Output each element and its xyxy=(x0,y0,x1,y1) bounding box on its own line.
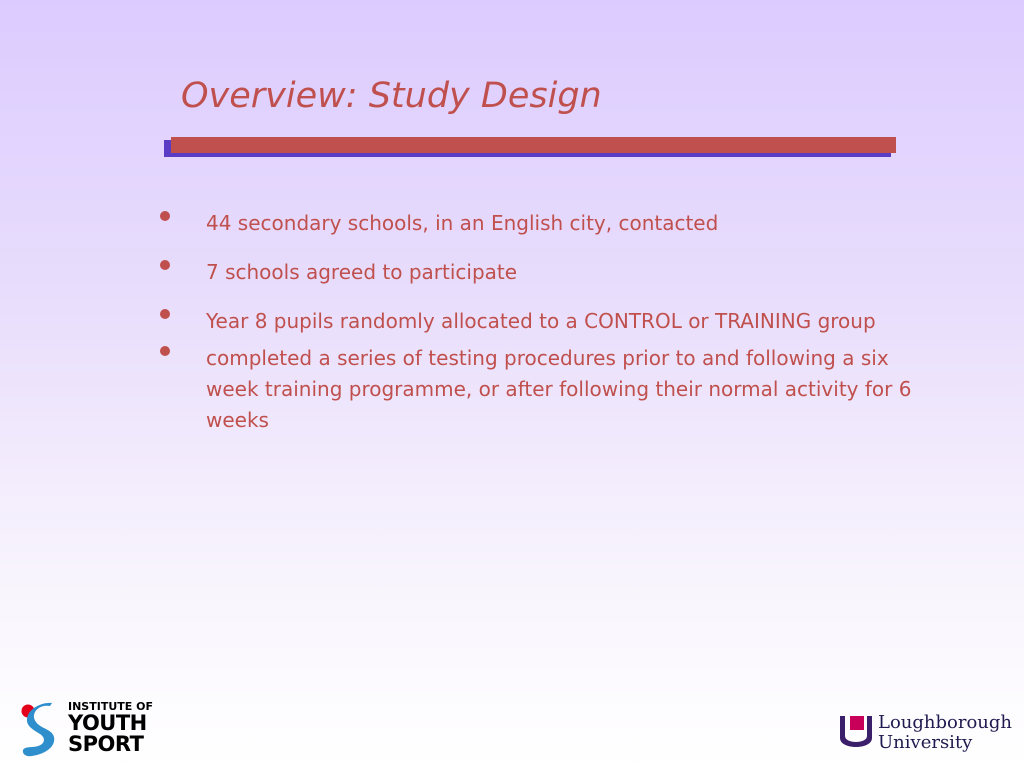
bullet-item xyxy=(156,257,916,288)
lu-line-1: Loughborough xyxy=(878,712,1013,733)
lu-line-2: University xyxy=(878,732,973,753)
bullet-dot-icon xyxy=(160,211,170,221)
loughborough-university-logo xyxy=(838,712,1018,758)
title-underline xyxy=(171,137,896,153)
bullet-item xyxy=(156,343,916,436)
iys-line-2: YOUTH xyxy=(68,711,147,735)
iys-wordmark xyxy=(68,700,153,755)
bullet-dot-icon xyxy=(160,309,170,319)
lu-wordmark xyxy=(878,713,1012,753)
slide-title: Overview: Study Design xyxy=(181,76,602,116)
iys-figure-icon xyxy=(20,700,66,760)
bullet-text: 7 schools agreed to participate xyxy=(206,260,518,284)
bullet-text: 44 secondary schools, in an English city, contacted xyxy=(206,211,719,235)
lu-crest-icon xyxy=(838,712,874,754)
bullet-dot-icon xyxy=(160,346,170,356)
iys-line-1: INSTITUTE OF xyxy=(68,700,153,713)
bullet-text: completed a series of testing procedures prior to and following a six week training programme, or after following their normal activity for 6 weeks xyxy=(206,346,912,432)
iys-line-3: SPORT xyxy=(68,732,144,756)
institute-of-youth-sport-logo xyxy=(20,700,165,760)
bullet-dot-icon xyxy=(160,260,170,270)
bullet-item xyxy=(156,306,916,337)
bullet-list xyxy=(156,208,916,436)
bullet-text: Year 8 pupils randomly allocated to a CONTROL or TRAINING group xyxy=(206,309,876,333)
bullet-item xyxy=(156,208,916,239)
